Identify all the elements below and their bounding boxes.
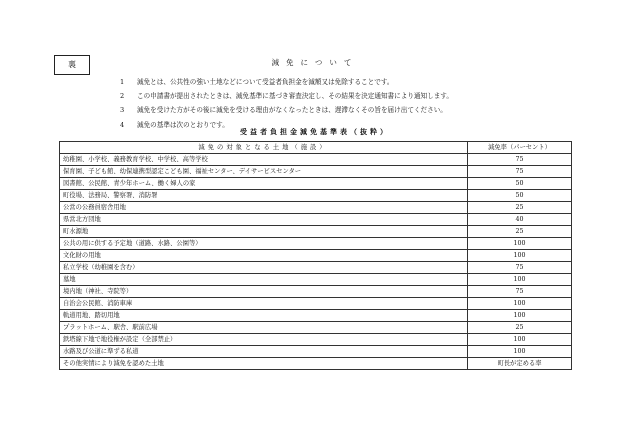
table-row bbox=[60, 310, 572, 322]
column-header-rate: 減免率（パーセント） bbox=[468, 142, 572, 154]
page-heading: 減免について bbox=[271, 58, 359, 67]
reduction-rate-table bbox=[59, 141, 572, 370]
notes-list bbox=[120, 75, 453, 132]
land-cell: 町水源地 bbox=[60, 226, 468, 238]
table-row bbox=[60, 166, 572, 178]
table-row bbox=[60, 238, 572, 250]
table-row bbox=[60, 190, 572, 202]
rate-cell: 50 bbox=[468, 178, 572, 190]
land-cell: 境内地（神社、寺院等） bbox=[60, 286, 468, 298]
land-cell: 公営の公務員宿舎用地 bbox=[60, 202, 468, 214]
table-row bbox=[60, 262, 572, 274]
table-row bbox=[60, 202, 572, 214]
note-number: 2 bbox=[120, 92, 125, 101]
note-number: 1 bbox=[120, 78, 125, 86]
rate-cell: 100 bbox=[468, 250, 572, 262]
land-cell: 自治会公民館、消防車庫 bbox=[60, 298, 468, 310]
rate-cell: 100 bbox=[468, 310, 572, 322]
note-text: 減免を受けた方がその後に減免を受ける理由がなくなったときは、遅滞なくその旨を届け出てください。 bbox=[137, 106, 447, 115]
table-row bbox=[60, 298, 572, 310]
rate-cell: 100 bbox=[468, 238, 572, 250]
note-item bbox=[120, 75, 453, 89]
land-cell: 図書館、公民館、青少年ホーム、働く婦人の家 bbox=[60, 178, 468, 190]
rate-cell: 75 bbox=[468, 262, 572, 274]
note-item bbox=[120, 103, 453, 117]
rate-cell: 40 bbox=[468, 214, 572, 226]
land-cell: 軌道用地、踏切用地 bbox=[60, 310, 468, 322]
land-cell: 私立学校（幼稚園を含む） bbox=[60, 262, 468, 274]
rate-cell: 100 bbox=[468, 274, 572, 286]
land-cell: 県営北方団地 bbox=[60, 214, 468, 226]
rate-cell: 100 bbox=[468, 334, 572, 346]
land-cell: 鉄塔線下地で地役権が設定（全部禁止） bbox=[60, 334, 468, 346]
land-cell: 公共の用に供する予定地（道路、水路、公園等） bbox=[60, 238, 468, 250]
table-row bbox=[60, 346, 572, 358]
rate-cell: 75 bbox=[468, 166, 572, 178]
note-text: この申請書が提出されたときは、減免基準に基づき審査決定し、その結果を決定通知書により通知します。 bbox=[137, 92, 453, 101]
land-cell: その他実情により減免を認めた土地 bbox=[60, 358, 468, 370]
land-cell: 幼稚園、小学校、義務教育学校、中学校、高等学校 bbox=[60, 154, 468, 166]
table-row bbox=[60, 250, 572, 262]
table-row bbox=[60, 286, 572, 298]
table-row bbox=[60, 214, 572, 226]
note-item bbox=[120, 89, 453, 103]
land-cell: プラットホーム、駅舎、駅前広場 bbox=[60, 322, 468, 334]
column-header-land: 減免の対象となる土地（施設） bbox=[60, 142, 468, 154]
table-row bbox=[60, 322, 572, 334]
rate-cell: 100 bbox=[468, 298, 572, 310]
back-side-label: 裏 bbox=[54, 55, 90, 75]
table-title: 受益者負担金減免基準表（抜粋） bbox=[240, 127, 390, 136]
rate-cell: 75 bbox=[468, 154, 572, 166]
table-row bbox=[60, 334, 572, 346]
rate-cell: 75 bbox=[468, 286, 572, 298]
land-cell: 町役場、法務局、警察署、消防署 bbox=[60, 190, 468, 202]
rate-cell: 町長が定める率 bbox=[468, 358, 572, 370]
table-row bbox=[60, 358, 572, 370]
land-cell: 保育園、子ども館、幼保連携型認定こども園、福祉センター、デイサービスセンター bbox=[60, 166, 468, 178]
note-text: 減免とは、公共性の強い土地などについて受益者負担金を減額又は免除することです。 bbox=[137, 78, 394, 86]
note-number: 4 bbox=[120, 120, 125, 129]
rate-cell: 50 bbox=[468, 190, 572, 202]
land-cell: 墓地 bbox=[60, 274, 468, 286]
rate-cell: 25 bbox=[468, 202, 572, 214]
rate-cell: 100 bbox=[468, 346, 572, 358]
land-cell: 水路及び公道に準ずる私道 bbox=[60, 346, 468, 358]
table-row bbox=[60, 178, 572, 190]
note-text: 減免の基準は次のとおりです。 bbox=[137, 120, 229, 129]
rate-cell: 25 bbox=[468, 322, 572, 334]
table-row bbox=[60, 274, 572, 286]
note-number: 3 bbox=[120, 106, 125, 115]
table-row bbox=[60, 154, 572, 166]
table-row bbox=[60, 226, 572, 238]
land-cell: 文化財の用地 bbox=[60, 250, 468, 262]
table-header-row bbox=[60, 142, 572, 154]
rate-cell: 25 bbox=[468, 226, 572, 238]
